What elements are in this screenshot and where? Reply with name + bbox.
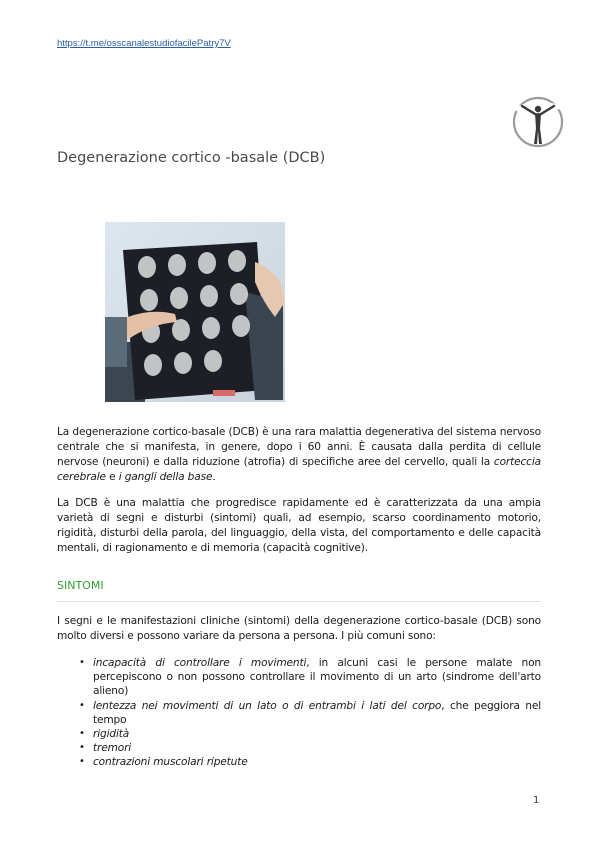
symptoms-intro: I segni e le manifestazioni cliniche (sintomi) della degenerazione cortico-basale (DCB) sono molto diversi e possono variare da persona a persona. I più comuni sono:: [57, 615, 541, 642]
list-item: • rigidità: [57, 727, 541, 741]
page-number: 1: [533, 795, 540, 806]
telegram-link[interactable]: https://t.me/osscanalestudiofacilePatry7V: [57, 38, 231, 49]
list-item: • contrazioni muscolari ripetute: [57, 755, 541, 769]
list-item: • incapacità di controllare i movimenti, in alcuni casi le persone malate non percepiscono o non possono controllare il movimento di un arto (sindrome dell'arto alieno): [57, 656, 541, 699]
mri-scan-photo: [105, 222, 285, 402]
emphasis-cortex: corteccia cerebrale: [57, 456, 541, 483]
page-title: Degenerazione cortico -basale (DCB): [57, 150, 326, 166]
intro-paragraph-1: La degenerazione cortico-basale (DCB) è una rara malattia degenerativa del sistema nervoso centrale che si manifesta, in genere, dopo i 60 anni. È causata dalla perdita di cellule nervose (neuroni) e dalla riduzione (atrofia) di specifiche aree del cervello, quali la corteccia cerebrale e i gangli della base.: [57, 426, 541, 483]
intro-paragraph-2: La DCB è una malattia che progredisce rapidamente ed è caratterizzata da una ampia varietà di segni e disturbi (sintomi) quali, ad esempio, scarso coordinamento motorio, rigidità, disturbi della parola, del linguaggio, della vista, del comportamento e delle capacità mentali, di ragionamento e di memoria (capacità cognitive).: [57, 497, 541, 554]
section-divider: [57, 601, 541, 602]
list-item: • tremori: [57, 741, 541, 755]
section-heading-sintomi: SINTOMI: [57, 579, 104, 592]
vitruvian-logo-icon: [508, 92, 566, 150]
symptoms-list: [57, 656, 541, 770]
list-item: • lentezza nei movimenti di un lato o di entrambi i lati del corpo, che peggiora nel tempo: [57, 699, 541, 727]
emphasis-basal-ganglia: i gangli della base: [118, 471, 213, 483]
